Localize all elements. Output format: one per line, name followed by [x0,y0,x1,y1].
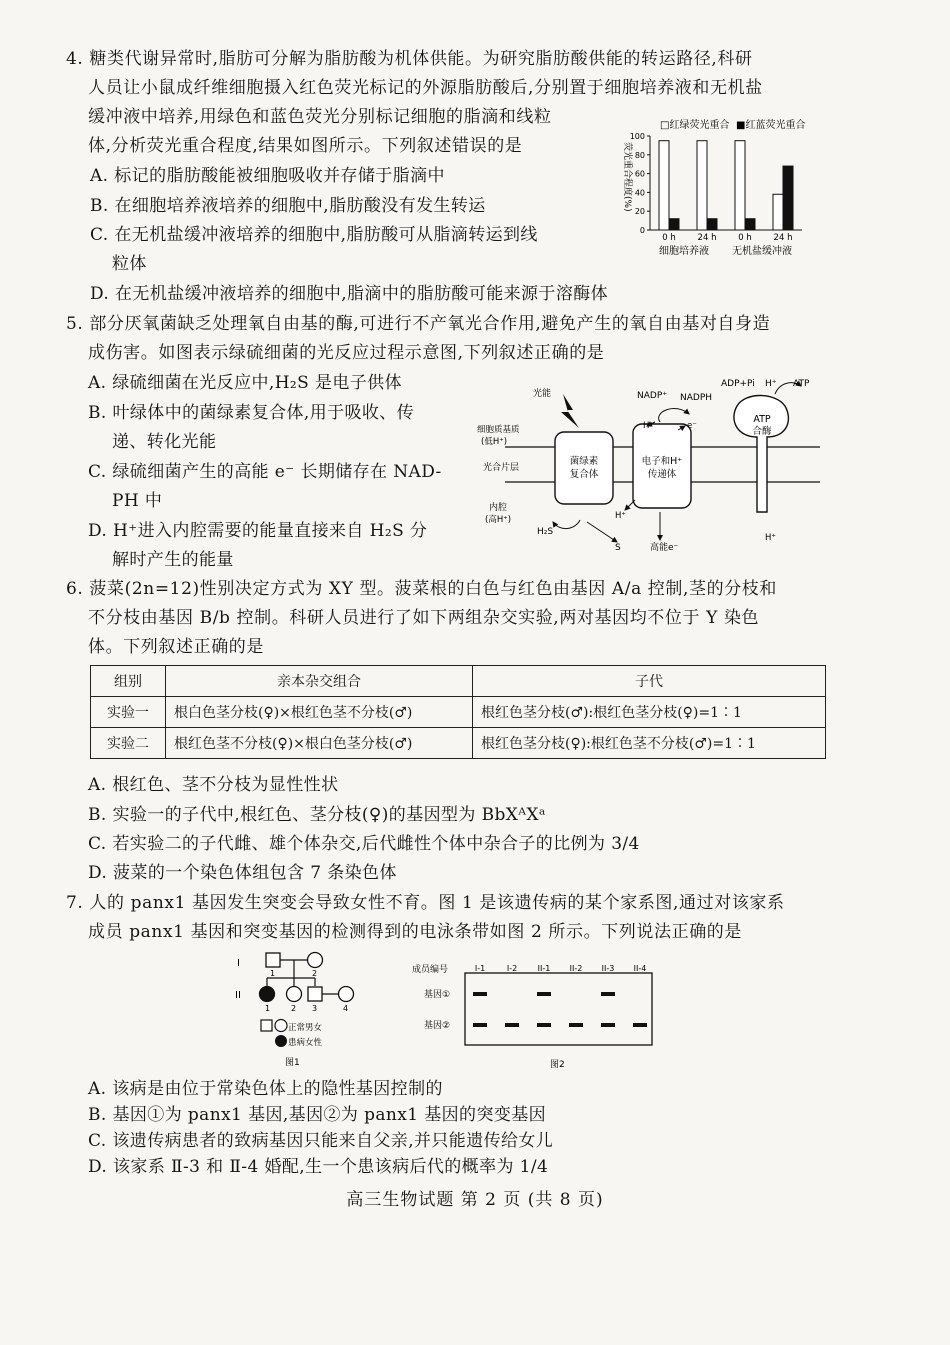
female-ii2 [287,987,302,1002]
table-header-parents: 亲本杂交组合 [166,666,473,697]
chart-bar [669,219,679,230]
chart-x-tick-label: 0 h [738,233,752,243]
cytoplasm-label: 细胞质基质 [477,425,520,435]
legend-male-icon [261,1020,272,1031]
membrane-label: 光合片层 [483,463,520,473]
legend-affected-label: 患病女性 [288,1038,323,1048]
q7-line-1: 7. 人的 panx1 基因发生突变会导致女性不育。图 1 是该遗传病的某个家系图,通过对该家系 [66,893,785,913]
complex2-label-a: 电子和H⁺ [641,456,683,467]
member-id-label: 成员编号 [412,965,449,975]
q4-line-3: 缓冲液中培养,用绿色和蓝色荧光分别标记细胞的脂滴和线粒 [88,107,552,127]
female-ii4 [339,987,354,1002]
gel-band-gene1 [473,992,487,996]
complex1-label-b: 复合体 [569,469,599,480]
gel-member-label: I-2 [506,964,518,973]
table-header-offspring: 子代 [473,666,826,697]
q6-option-c: C. 若实验二的子代雌、雄个体杂交,后代雌性个体中杂合子的比例为 3/4 [88,834,640,854]
q5-option-a: A. 绿硫细菌在光反应中,H₂S 是电子供体 [88,373,402,393]
lightning-icon [561,394,579,428]
chart-bar [735,141,745,230]
table-cell: 根红色茎不分枝(♀)×根白色茎分枝(♂) [166,728,473,759]
table-header-row [91,666,826,697]
chart-y-tick-label: 40 [634,188,645,198]
gel-band-gene2 [473,1023,487,1027]
chart-legend-2: ■红蓝荧光重合 [736,120,806,131]
chart-ylabel: 荧光重合程度(%) [622,142,632,212]
chart-y-tick-label: 60 [634,169,645,179]
q7-option-d: D. 该家系 Ⅱ-3 和 Ⅱ-4 婚配,生一个患该病后代的概率为 1/4 [88,1157,549,1177]
lumen-label: 内腔 [489,503,508,513]
cross-experiment-table [90,665,826,759]
nadp-label: NADP⁺ [637,391,667,401]
chart-y-tick-label: 20 [634,207,645,217]
table-row [91,728,826,759]
gel-band-gene2 [537,1023,551,1027]
h-ion-bottom-label: H⁺ [765,533,776,543]
atp-label: ATP [793,379,810,389]
gel-member-label: II-3 [601,964,615,973]
table-cell: 根白色茎分枝(♀)×根红色茎不分枝(♂) [166,697,473,728]
ii3-number: 3 [312,1004,318,1013]
page-footer: 高三生物试题 第 2 页 (共 8 页) [346,1190,604,1210]
electron-label: e⁻ [687,421,697,431]
generation-2-label: II [235,990,241,1001]
chart-bar [659,141,669,230]
chart-bar [783,166,793,230]
bacteriochlorophyll-complex [555,432,613,504]
ii1-number: 1 [265,1004,271,1013]
affected-female-ii1 [260,987,275,1002]
chart-x-tick-label: 24 h [697,233,717,243]
table-cell: 根红色茎分枝(♂):根红色茎分枝(♀)=1∶1 [473,697,826,728]
chart-xlabel-group-1: 细胞培养液 [659,246,709,257]
pedigree-figure [225,948,365,1070]
q5-option-b-cont: 递、转化光能 [112,432,217,452]
chart-legend-1: □红绿荧光重合 [660,120,730,131]
chart-y-tick-label: 100 [629,132,645,141]
cytoplasm-h-label: (低H⁺) [481,437,508,447]
gel-member-label: II-4 [633,964,647,973]
q4-line-4: 体,分析荧光重合程度,结果如图所示。下列叙述错误的是 [88,136,523,156]
h-ion-lumen-label: H⁺ [615,511,626,521]
gel-band-gene2 [569,1023,583,1027]
figure-2-caption: 图2 [550,1060,565,1070]
male-ii3 [308,987,322,1001]
atp-synthase-label-b: 合酶 [752,426,772,437]
light-label: 光能 [533,389,552,399]
i1-number: 1 [270,969,276,978]
legend-normal-label: 正常男女 [288,1023,323,1033]
figure-1-caption: 图1 [285,1058,300,1068]
gene2-label: 基因② [424,1021,451,1031]
q4-line-2: 人员让小鼠成纤维细胞摄入红色荧光标记的外源脂肪酸后,分别置于细胞培养液和无机盐 [88,78,763,98]
electrophoresis-figure [410,955,660,1073]
gel-member-label: I-1 [474,964,486,973]
chart-bar [707,219,717,230]
complex2-label-b: 传递体 [647,469,677,480]
q7-option-a: A. 该病是由位于常染色体上的隐性基因控制的 [88,1079,443,1099]
fluorescence-bar-chart [612,112,832,258]
q4-option-c: C. 在无机盐缓冲液培养的细胞中,脂肪酸可从脂滴转运到线 [90,225,538,245]
q6-option-a: A. 根红色、茎不分枝为显性性状 [88,775,339,795]
gene1-label: 基因① [424,990,451,1000]
lumen-h-label: (高H⁺) [485,515,512,525]
atp-synthase-label-a: ATP [753,414,771,425]
q5-line-2: 成伤害。如图表示绿硫细菌的光反应过程示意图,下列叙述正确的是 [88,343,605,363]
q4-option-c-cont: 粒体 [112,254,147,274]
table-cell: 实验一 [91,697,166,728]
q5-line-1: 5. 部分厌氧菌缺乏处理氧自由基的酶,可进行不产氧光合作用,避免产生的氧自由基对自身造 [66,314,771,334]
gel-band-gene2 [601,1023,615,1027]
h-ion-mid-label: H⁺ [643,421,654,431]
atp-synthase [734,396,788,513]
sulfur-label: S [615,543,621,552]
ii4-number: 4 [343,1004,349,1013]
chart-y-tick-label: 0 [639,226,645,235]
h-ion-top-label: H⁺ [765,379,777,389]
gel-band-gene1 [601,992,615,996]
table-row [91,697,826,728]
ii2-number: 2 [291,1004,297,1013]
chart-bar [745,219,755,230]
gel-member-label: II-1 [537,964,551,973]
table-cell: 实验二 [91,728,166,759]
q6-line-3: 体。下列叙述正确的是 [88,637,264,657]
q6-option-d: D. 菠菜的一个染色体组包含 7 条染色体 [88,863,397,883]
h2s-label: H₂S [537,527,554,537]
gel-band-gene2 [505,1023,519,1027]
q7-option-b: B. 基因①为 panx1 基因,基因②为 panx1 基因的突变基因 [88,1105,547,1125]
q4-option-d: D. 在无机盐缓冲液培养的细胞中,脂滴中的脂肪酸可能来源于溶酶体 [90,284,609,304]
adp-label: ADP+Pi [721,379,755,389]
female-i2 [308,953,323,968]
nadph-label: NADPH [680,393,713,403]
q4-option-b: B. 在细胞培养液培养的细胞中,脂肪酸没有发生转运 [90,196,486,216]
q7-option-c: C. 该遗传病患者的致病基因只能来自父亲,并只能遗传给女儿 [88,1131,554,1151]
legend-affected-icon [275,1035,287,1047]
q4-line-1: 4. 糖类代谢异常时,脂肪可分解为脂肪酸为机体供能。为研究脂肪酸供能的转运路径,科研 [66,49,753,69]
q5-option-c: C. 绿硫细菌产生的高能 e⁻ 长期储存在 NAD- [88,462,442,482]
chart-bar [697,141,707,230]
q6-line-2: 不分枝由基因 B/b 控制。科研人员进行了如下两组杂交实验,两对基因均不位于 Y 染色 [88,608,760,628]
chart-bar [773,194,783,230]
q7-line-2: 成员 panx1 基因和突变基因的检测得到的电泳条带如图 2 所示。下列说法正确的是 [88,922,742,942]
gel-band-gene2 [633,1023,647,1027]
complex1-label-a: 菌绿素 [569,456,599,467]
table-cell: 根红色茎分枝(♀):根红色茎不分枝(♂)=1∶1 [473,728,826,759]
chart-xlabel-group-2: 无机盐缓冲液 [732,246,792,257]
gel-member-label: II-2 [569,964,583,973]
legend-female-icon [275,1020,287,1032]
q6-option-b: B. 实验一的子代中,根红色、茎分枝(♀)的基因型为 BbXᴬXᵃ [88,805,546,825]
i2-number: 2 [312,969,318,978]
q5-option-b: B. 叶绿体中的菌绿素复合体,用于吸收、传 [88,403,415,423]
q5-option-d-cont: 解时产生的能量 [112,550,234,570]
q4-option-a: A. 标记的脂肪酸能被细胞吸收并存储于脂滴中 [90,166,445,186]
light-reaction-diagram [475,372,830,552]
chart-x-tick-label: 24 h [773,233,793,243]
chart-y-tick-label: 80 [634,150,645,160]
chart-x-tick-label: 0 h [662,233,676,243]
male-i1 [266,953,280,967]
table-header-group: 组别 [91,666,166,697]
q6-line-1: 6. 菠菜(2n=12)性别决定方式为 XY 型。菠菜根的白色与红色由基因 A/a 控制,茎的分枝和 [66,579,778,599]
q5-option-d: D. H⁺进入内腔需要的能量直接来自 H₂S 分 [88,521,428,541]
gel-band-gene1 [537,992,551,996]
q5-option-c-cont: PH 中 [112,491,163,511]
generation-1-label: I [237,958,240,969]
high-energy-electron-label: 高能e⁻ [650,543,679,552]
